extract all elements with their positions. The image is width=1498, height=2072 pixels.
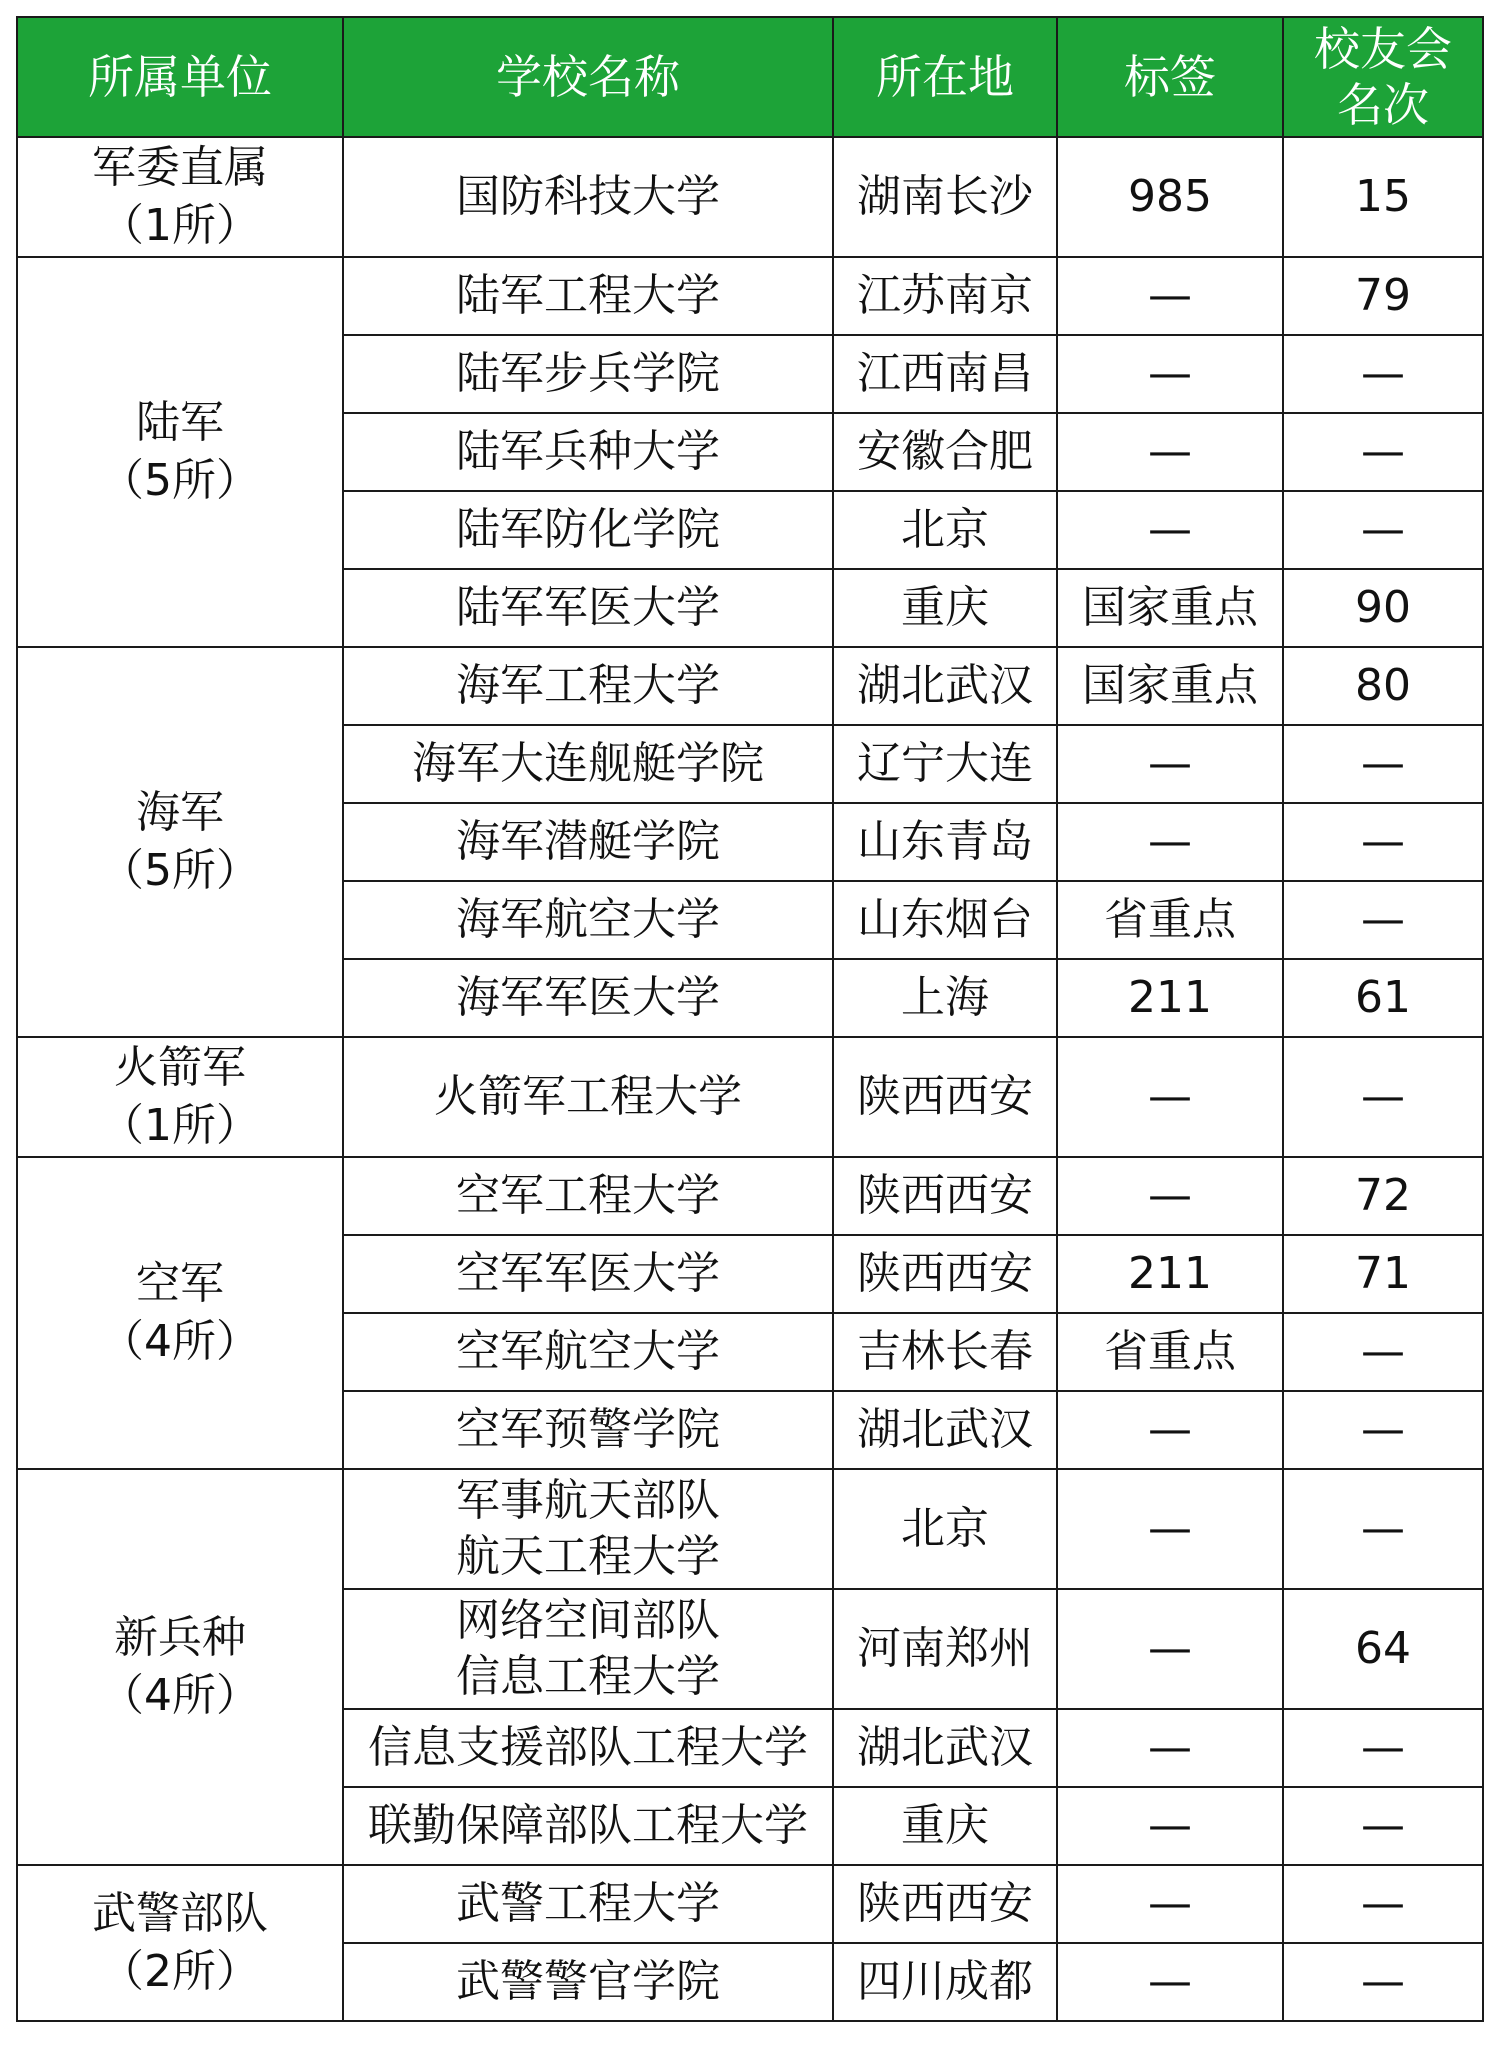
- rank-cell: 61: [1283, 959, 1483, 1037]
- unit-name: 军委直属: [92, 142, 268, 193]
- school-name-cell: [343, 1787, 833, 1865]
- unit-cell: [17, 1865, 343, 2021]
- tag-cell: —: [1057, 1469, 1283, 1589]
- school-name-line: 陆军军医大学: [456, 582, 720, 633]
- location-cell: 陕西西安: [833, 1157, 1057, 1235]
- rank-cell: —: [1283, 335, 1483, 413]
- unit-cell: [17, 257, 343, 647]
- location-cell: 上海: [833, 959, 1057, 1037]
- unit-name: 海军: [136, 787, 224, 838]
- school-name-cell: [343, 1037, 833, 1157]
- rank-cell: 71: [1283, 1235, 1483, 1313]
- unit-count: （1所）: [100, 200, 260, 251]
- tag-cell: —: [1057, 1391, 1283, 1469]
- unit-count: （4所）: [100, 1670, 260, 1721]
- school-name-cell: [343, 881, 833, 959]
- header-location: 所在地: [833, 17, 1057, 137]
- rank-cell: 15: [1283, 137, 1483, 257]
- rank-cell: —: [1283, 1943, 1483, 2021]
- header-tag: 标签: [1057, 17, 1283, 137]
- school-name-line: 空军工程大学: [456, 1170, 720, 1221]
- location-cell: 湖北武汉: [833, 647, 1057, 725]
- school-name-cell: [343, 491, 833, 569]
- school-name-cell: [343, 1709, 833, 1787]
- rank-cell: 80: [1283, 647, 1483, 725]
- school-name-line: 武警警官学院: [456, 1956, 720, 2007]
- tag-cell: 国家重点: [1057, 569, 1283, 647]
- tag-cell: —: [1057, 413, 1283, 491]
- table-row: [17, 1469, 1483, 1589]
- rank-cell: —: [1283, 1709, 1483, 1787]
- school-name-cell: [343, 803, 833, 881]
- unit-count: （1所）: [100, 1100, 260, 1151]
- location-cell: 陕西西安: [833, 1235, 1057, 1313]
- location-cell: 四川成都: [833, 1943, 1057, 2021]
- rank-cell: 90: [1283, 569, 1483, 647]
- location-cell: 湖北武汉: [833, 1709, 1057, 1787]
- school-name-line: 空军军医大学: [456, 1248, 720, 1299]
- school-name-cell: [343, 1943, 833, 2021]
- tag-cell: —: [1057, 1787, 1283, 1865]
- location-cell: 辽宁大连: [833, 725, 1057, 803]
- tag-cell: —: [1057, 257, 1283, 335]
- tag-cell: 211: [1057, 959, 1283, 1037]
- location-cell: 湖南长沙: [833, 137, 1057, 257]
- table-body: [17, 137, 1483, 2021]
- school-name-line: 信息工程大学: [456, 1651, 720, 1702]
- military-schools-table: [16, 16, 1484, 2022]
- tag-cell: 211: [1057, 1235, 1283, 1313]
- location-cell: 重庆: [833, 569, 1057, 647]
- school-name-cell: [343, 1469, 833, 1589]
- rank-cell: —: [1283, 803, 1483, 881]
- tag-cell: —: [1057, 803, 1283, 881]
- location-cell: 山东青岛: [833, 803, 1057, 881]
- header-rank-line2: 名次: [1337, 78, 1429, 132]
- school-name-cell: [343, 1157, 833, 1235]
- school-name-cell: [343, 413, 833, 491]
- rank-cell: 79: [1283, 257, 1483, 335]
- header-rank-line1: 校友会: [1314, 22, 1452, 76]
- location-cell: 吉林长春: [833, 1313, 1057, 1391]
- table-row: [17, 647, 1483, 725]
- rank-cell: —: [1283, 1391, 1483, 1469]
- unit-count: （2所）: [100, 1946, 260, 1997]
- location-cell: 山东烟台: [833, 881, 1057, 959]
- tag-cell: —: [1057, 335, 1283, 413]
- unit-name: 空军: [136, 1258, 224, 1309]
- unit-name: 新兵种: [114, 1612, 246, 1663]
- tag-cell: 省重点: [1057, 881, 1283, 959]
- table-row: [17, 257, 1483, 335]
- location-cell: 重庆: [833, 1787, 1057, 1865]
- unit-cell: [17, 1469, 343, 1865]
- school-name-line: 空军预警学院: [456, 1404, 720, 1455]
- rank-cell: —: [1283, 881, 1483, 959]
- school-name-line: 海军潜艇学院: [456, 816, 720, 867]
- tag-cell: 省重点: [1057, 1313, 1283, 1391]
- rank-cell: —: [1283, 491, 1483, 569]
- tag-cell: 985: [1057, 137, 1283, 257]
- unit-name: 武警部队: [92, 1888, 268, 1939]
- location-cell: 江苏南京: [833, 257, 1057, 335]
- location-cell: 湖北武汉: [833, 1391, 1057, 1469]
- school-name-cell: [343, 1391, 833, 1469]
- rank-cell: —: [1283, 413, 1483, 491]
- school-name-cell: [343, 1313, 833, 1391]
- rank-cell: —: [1283, 725, 1483, 803]
- school-name-line: 武警工程大学: [456, 1878, 720, 1929]
- school-name-cell: [343, 257, 833, 335]
- unit-count: （5所）: [100, 455, 260, 506]
- unit-cell: [17, 137, 343, 257]
- header-school: 学校名称: [343, 17, 833, 137]
- school-table-container: [16, 16, 1482, 2022]
- table-row: [17, 1037, 1483, 1157]
- header-row: [17, 17, 1483, 137]
- tag-cell: —: [1057, 1865, 1283, 1943]
- rank-cell: —: [1283, 1865, 1483, 1943]
- tag-cell: —: [1057, 1157, 1283, 1235]
- rank-cell: —: [1283, 1037, 1483, 1157]
- location-cell: 北京: [833, 491, 1057, 569]
- unit-name: 陆军: [136, 397, 224, 448]
- unit-cell: [17, 647, 343, 1037]
- school-name-line: 网络空间部队: [456, 1595, 720, 1646]
- table-row: [17, 1157, 1483, 1235]
- table-row: [17, 137, 1483, 257]
- rank-cell: —: [1283, 1787, 1483, 1865]
- tag-cell: —: [1057, 1037, 1283, 1157]
- tag-cell: 国家重点: [1057, 647, 1283, 725]
- school-name-cell: [343, 959, 833, 1037]
- tag-cell: —: [1057, 1943, 1283, 2021]
- tag-cell: —: [1057, 1589, 1283, 1709]
- tag-cell: —: [1057, 1709, 1283, 1787]
- school-name-line: 陆军防化学院: [456, 504, 720, 555]
- rank-cell: 72: [1283, 1157, 1483, 1235]
- table-header: [17, 17, 1483, 137]
- school-name-line: 军事航天部队: [456, 1475, 720, 1526]
- school-name-line: 火箭军工程大学: [434, 1071, 742, 1122]
- unit-cell: [17, 1037, 343, 1157]
- school-name-cell: [343, 647, 833, 725]
- location-cell: 北京: [833, 1469, 1057, 1589]
- school-name-cell: [343, 1589, 833, 1709]
- school-name-line: 联勤保障部队工程大学: [368, 1800, 808, 1851]
- school-name-line: 国防科技大学: [456, 171, 720, 222]
- unit-cell: [17, 1157, 343, 1469]
- location-cell: 江西南昌: [833, 335, 1057, 413]
- school-name-cell: [343, 137, 833, 257]
- school-name-line: 空军航空大学: [456, 1326, 720, 1377]
- unit-count: （5所）: [100, 845, 260, 896]
- school-name-cell: [343, 1235, 833, 1313]
- rank-cell: —: [1283, 1313, 1483, 1391]
- location-cell: 陕西西安: [833, 1865, 1057, 1943]
- school-name-cell: [343, 1865, 833, 1943]
- rank-cell: 64: [1283, 1589, 1483, 1709]
- school-name-line: 陆军兵种大学: [456, 426, 720, 477]
- school-name-cell: [343, 569, 833, 647]
- location-cell: 陕西西安: [833, 1037, 1057, 1157]
- school-name-cell: [343, 725, 833, 803]
- rank-cell: —: [1283, 1469, 1483, 1589]
- school-name-cell: [343, 335, 833, 413]
- tag-cell: —: [1057, 491, 1283, 569]
- unit-count: （4所）: [100, 1316, 260, 1367]
- tag-cell: —: [1057, 725, 1283, 803]
- school-name-line: 信息支援部队工程大学: [368, 1722, 808, 1773]
- school-name-line: 航天工程大学: [456, 1531, 720, 1582]
- location-cell: 安徽合肥: [833, 413, 1057, 491]
- header-rank: [1283, 17, 1483, 137]
- school-name-line: 陆军工程大学: [456, 270, 720, 321]
- school-name-line: 海军大连舰艇学院: [412, 738, 764, 789]
- school-name-line: 海军军医大学: [456, 972, 720, 1023]
- school-name-line: 陆军步兵学院: [456, 348, 720, 399]
- school-name-line: 海军航空大学: [456, 894, 720, 945]
- school-name-line: 海军工程大学: [456, 660, 720, 711]
- header-unit: 所属单位: [17, 17, 343, 137]
- table-row: [17, 1865, 1483, 1943]
- unit-name: 火箭军: [114, 1042, 246, 1093]
- location-cell: 河南郑州: [833, 1589, 1057, 1709]
